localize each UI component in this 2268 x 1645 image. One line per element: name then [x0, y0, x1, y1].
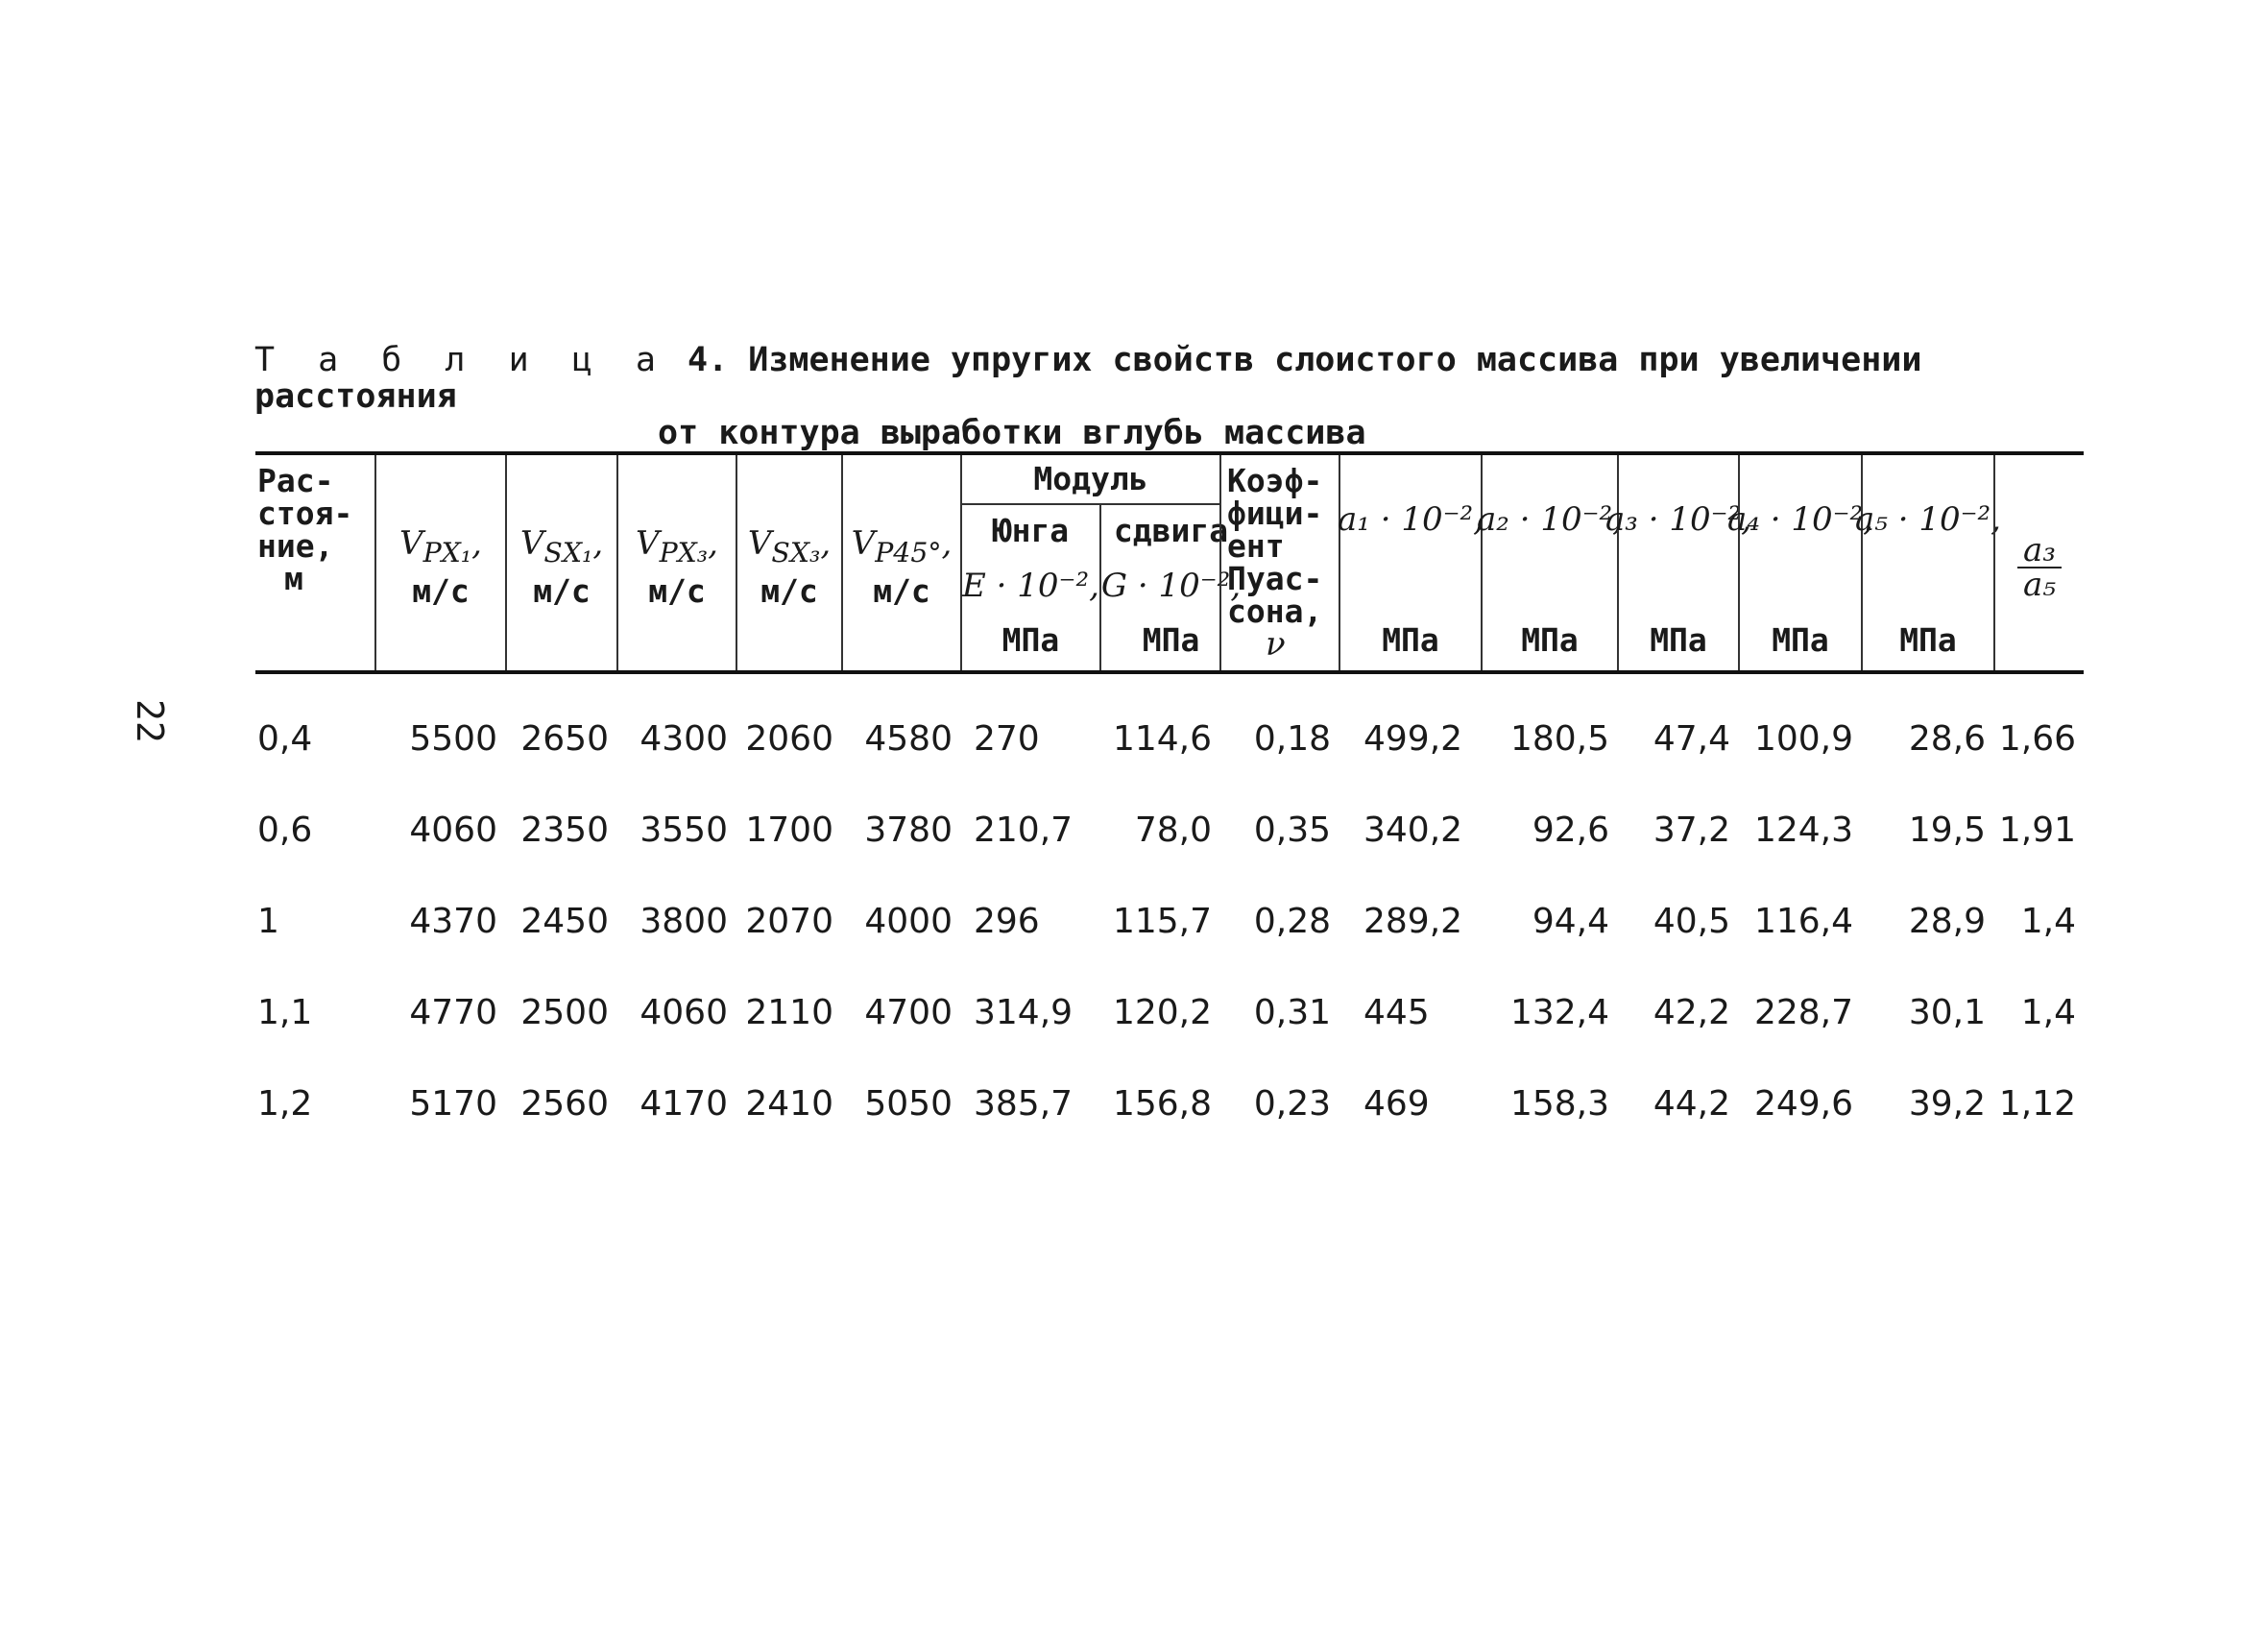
- table-cell: 340,2: [1363, 810, 1463, 850]
- header-vpx1: [374, 455, 505, 670]
- table-cell: 114,6: [1112, 719, 1212, 759]
- table-cell: 3800: [639, 902, 728, 941]
- header-a4: [1727, 455, 1873, 670]
- table-row: [255, 785, 2084, 876]
- table-cell: 314,9: [974, 993, 1074, 1032]
- table-cell: 289,2: [1363, 902, 1463, 941]
- header-ratio-numerator: a₃: [2017, 534, 2062, 568]
- table-cell: 445: [1363, 993, 1430, 1032]
- header-a2: [1477, 455, 1623, 670]
- header-vsx3-unit: м/с: [760, 571, 818, 610]
- table-cell: 0,35: [1253, 810, 1331, 850]
- header-shear-name: сдвига: [1113, 512, 1229, 549]
- table-cell: 28,9: [1908, 902, 1986, 941]
- header-shear-unit: МПа: [1142, 621, 1200, 659]
- header-young-modulus: [962, 505, 1099, 670]
- table-cell: 37,2: [1653, 810, 1730, 850]
- table-row: [255, 876, 2084, 967]
- table-cell: 228,7: [1753, 993, 1853, 1032]
- header-modulus: [960, 455, 1242, 670]
- header-vpx1-symbol: $V_{PX_1}$,: [399, 524, 482, 568]
- header-vpx3: [616, 455, 736, 670]
- table-cell: 1: [257, 902, 279, 941]
- table-cell: 132,4: [1509, 993, 1609, 1032]
- header-modulus-subcolumns: [962, 505, 1242, 670]
- header-poisson-line: Коэф-: [1227, 462, 1323, 499]
- header-poisson-line: сона,: [1227, 593, 1323, 630]
- table-row: [255, 967, 2084, 1058]
- table-cell: 30,1: [1908, 993, 1986, 1032]
- table-caption: [254, 342, 2060, 451]
- header-a3-unit: МПа: [1650, 621, 1707, 659]
- table-cell: 2350: [520, 810, 609, 850]
- table-cell: 1,4: [2020, 902, 2076, 941]
- table-cell: 4060: [409, 810, 497, 850]
- table-cell: 92,6: [1532, 810, 1609, 850]
- table-cell: 5500: [409, 719, 497, 759]
- header-poisson-line: фици-: [1227, 495, 1323, 532]
- header-vp45-unit: м/с: [873, 571, 930, 610]
- header-poisson-line: ент: [1227, 527, 1285, 565]
- header-a5: [1855, 455, 2001, 670]
- table-cell: 100,9: [1753, 719, 1853, 759]
- table-cell: 156,8: [1112, 1084, 1212, 1124]
- table-cell: 47,4: [1653, 719, 1730, 759]
- table-cell: 0,6: [257, 810, 313, 850]
- caption-label: Т а б л и ц а: [254, 341, 667, 379]
- table-cell: 210,7: [974, 810, 1074, 850]
- table-cell: 3550: [639, 810, 728, 850]
- table-cell: 2110: [745, 993, 833, 1032]
- table-cell: 1,12: [1998, 1084, 2076, 1124]
- table-cell: 4300: [639, 719, 728, 759]
- table-cell: 78,0: [1134, 810, 1212, 850]
- header-vpx3-unit: м/с: [648, 571, 706, 610]
- header-distance-line: стоя-: [257, 495, 353, 532]
- table-cell: 2650: [520, 719, 609, 759]
- caption-title-line-1: Изменение упругих свойств слоистого массива при увеличении расстояния: [254, 341, 1922, 416]
- table-cell: 1,66: [1998, 719, 2076, 759]
- header-ratio: [1993, 455, 2084, 670]
- table-cell: 469: [1363, 1084, 1430, 1124]
- table-body: [255, 674, 2084, 1149]
- header-young-unit: МПа: [1001, 621, 1060, 659]
- header-shear-symbol: G · 10⁻²,: [1100, 567, 1242, 605]
- table-cell: 4700: [864, 993, 953, 1032]
- table-cell: 124,3: [1753, 810, 1853, 850]
- table-cell: 120,2: [1112, 993, 1212, 1032]
- table-cell: 115,7: [1112, 902, 1212, 941]
- table-cell: 270: [974, 719, 1040, 759]
- header-poisson-line: Пуас-: [1227, 560, 1323, 597]
- header-distance-line: ние,: [257, 527, 334, 565]
- page-number: 22: [129, 699, 171, 743]
- table-cell: 4170: [639, 1084, 728, 1124]
- header-vsx1-unit: м/с: [533, 571, 591, 610]
- table-cell: 2450: [520, 902, 609, 941]
- header-a4-symbol: a₄ · 10⁻²,: [1727, 500, 1873, 539]
- header-distance-line: Рас-: [257, 462, 334, 499]
- table-cell: 1,91: [1998, 810, 2076, 850]
- table-cell: 1700: [745, 810, 833, 850]
- table-cell: 1,4: [2020, 993, 2076, 1032]
- caption-title-line-2: от контура выработки вглубь массива: [658, 414, 1366, 452]
- header-a5-symbol: a₅ · 10⁻²,: [1855, 500, 2001, 539]
- elastic-properties-table: [255, 451, 2084, 1149]
- table-cell: 28,6: [1908, 719, 1986, 759]
- header-young-name: Юнга: [992, 512, 1070, 549]
- table-cell: 0,23: [1253, 1084, 1331, 1124]
- table-cell: 0,31: [1253, 993, 1331, 1032]
- table-cell: 0,28: [1253, 902, 1331, 941]
- table-cell: 5170: [409, 1084, 497, 1124]
- header-vpx3-symbol: $V_{PX_3}$,: [636, 524, 718, 568]
- table-cell: 42,2: [1653, 993, 1730, 1032]
- table-cell: 180,5: [1509, 719, 1609, 759]
- header-a1: [1338, 455, 1484, 670]
- table-cell: 4580: [864, 719, 953, 759]
- table-cell: 19,5: [1908, 810, 1986, 850]
- header-poisson: [1219, 455, 1339, 670]
- header-a5-unit: МПа: [1899, 621, 1957, 659]
- header-vp45: [841, 455, 960, 670]
- header-vp45-symbol: $V_{P45^\circ}$,: [851, 524, 953, 568]
- table-cell: 2060: [745, 719, 833, 759]
- header-a2-symbol: a₂ · 10⁻²,: [1477, 500, 1623, 539]
- table-cell: 3780: [864, 810, 953, 850]
- table-cell: 44,2: [1653, 1084, 1730, 1124]
- table-cell: 39,2: [1908, 1084, 1986, 1124]
- header-modulus-title: Модуль: [962, 455, 1219, 505]
- header-distance: [255, 455, 374, 670]
- table-cell: 4770: [409, 993, 497, 1032]
- header-a2-unit: МПа: [1521, 621, 1579, 659]
- table-cell: 116,4: [1753, 902, 1853, 941]
- table-cell: 499,2: [1363, 719, 1463, 759]
- header-distance-line: м: [284, 560, 303, 597]
- table-cell: 385,7: [974, 1084, 1074, 1124]
- table-cell: 1,2: [257, 1084, 313, 1124]
- table-row: [255, 693, 2084, 785]
- table-row: [255, 1058, 2084, 1149]
- header-a4-unit: МПа: [1772, 621, 1829, 659]
- table-cell: 1,1: [257, 993, 313, 1032]
- caption-number: 4.: [688, 341, 729, 379]
- header-a3-symbol: a₃ · 10⁻²,: [1605, 500, 1751, 539]
- table-cell: 2410: [745, 1084, 833, 1124]
- table-cell: 2560: [520, 1084, 609, 1124]
- table-cell: 296: [974, 902, 1040, 941]
- table-cell: 94,4: [1532, 902, 1609, 941]
- table-cell: 40,5: [1653, 902, 1730, 941]
- table-cell: 4060: [639, 993, 728, 1032]
- table-cell: 0,18: [1253, 719, 1331, 759]
- table-cell: 4000: [864, 902, 953, 941]
- header-ratio-denominator: a₅: [2023, 566, 2056, 604]
- header-young-symbol: E · 10⁻²,: [962, 567, 1099, 605]
- header-a1-symbol: a₁ · 10⁻²,: [1338, 500, 1484, 539]
- table-cell: 249,6: [1753, 1084, 1853, 1124]
- header-vsx1-symbol: $V_{SX_1}$,: [519, 524, 604, 568]
- table-cell: 2500: [520, 993, 609, 1032]
- table-cell: 158,3: [1509, 1084, 1609, 1124]
- table-header: [255, 455, 2084, 670]
- header-vsx3-symbol: $V_{SX_3}$,: [747, 524, 832, 568]
- header-a1-unit: МПа: [1382, 621, 1439, 659]
- header-vpx1-unit: м/с: [412, 571, 470, 610]
- table-cell: 2070: [745, 902, 833, 941]
- header-vsx1: [505, 455, 616, 670]
- table-cell: 0,4: [257, 719, 313, 759]
- header-poisson-symbol: ν: [1266, 625, 1286, 664]
- table-cell: 5050: [864, 1084, 953, 1124]
- header-a3: [1605, 455, 1751, 670]
- caption-line-1: [254, 342, 2060, 415]
- table-cell: 4370: [409, 902, 497, 941]
- header-vsx3: [736, 455, 841, 670]
